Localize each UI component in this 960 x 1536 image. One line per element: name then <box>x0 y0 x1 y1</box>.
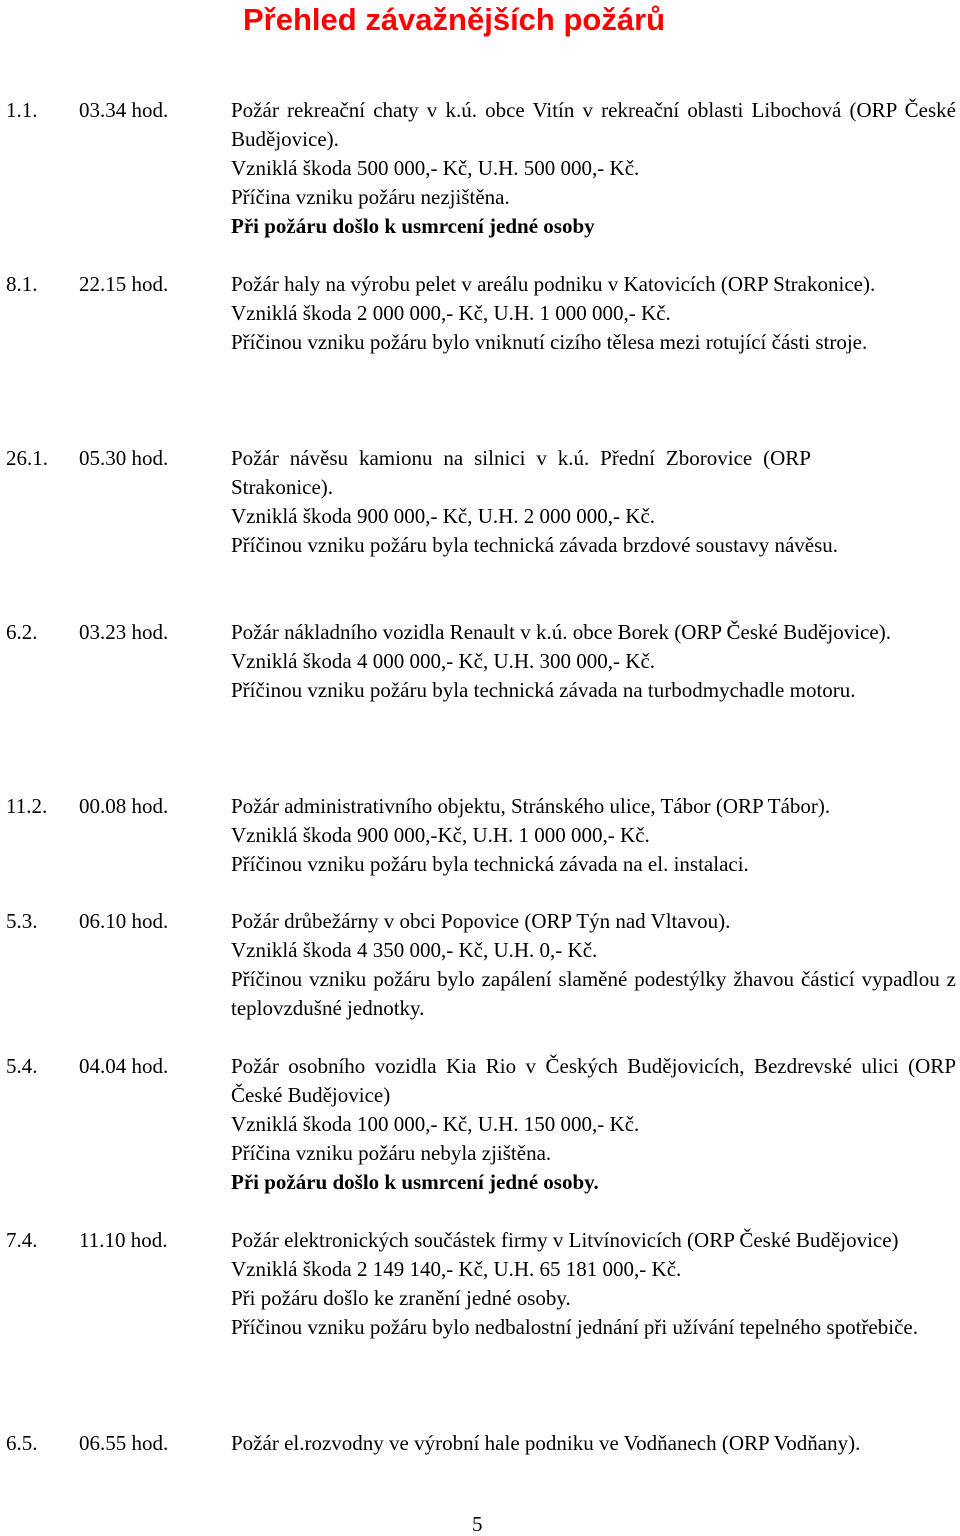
entry-body <box>231 1052 956 1197</box>
entry-date: 26.1. <box>6 446 48 470</box>
entry-time: 05.30 hod. <box>79 446 169 470</box>
entry-description: Požár el.rozvodny ve výrobní hale podniku ve Vodňanech (ORP Vodňany). <box>231 1431 861 1455</box>
entry-injury: Při požáru došlo ke zranění jedné osoby. <box>231 1286 571 1310</box>
entry-body <box>231 907 956 1023</box>
entry-body <box>231 270 956 357</box>
entry-cause: Příčinou vzniku požáru bylo vniknutí cizího tělesa mezi rotující části stroje. <box>231 330 868 354</box>
entry-time: 03.23 hod. <box>79 620 169 644</box>
entry-date: 6.5. <box>6 1431 38 1455</box>
entry-casualty: Při požáru došlo k usmrcení jedné osoby. <box>231 1170 599 1194</box>
entry-description: Požár elektronických součástek firmy v Litvínovicích (ORP České Budějovice) <box>231 1228 899 1252</box>
entry-damage: Vzniklá škoda 2 000 000,- Kč, U.H. 1 000 000,- Kč. <box>231 301 671 325</box>
entry-time: 04.04 hod. <box>79 1054 169 1078</box>
entry-description: Požár návěsu kamionu na silnici v k.ú. Přední Zborovice (ORP Strakonice). <box>231 446 811 499</box>
entry-date: 1.1. <box>6 98 38 122</box>
entry-damage: Vzniklá škoda 500 000,- Kč, U.H. 500 000,- Kč. <box>231 156 640 180</box>
entry-damage: Vzniklá škoda 4 000 000,- Kč, U.H. 300 000,- Kč. <box>231 649 656 673</box>
entry-cause: Příčinou vzniku požáru byla technická závada na turbodmychadle motoru. <box>231 678 856 702</box>
page-number: 5 <box>472 1512 483 1536</box>
entry-time: 11.10 hod. <box>79 1228 168 1252</box>
entry-date: 5.3. <box>6 909 38 933</box>
entry-cause: Příčinou vzniku požáru bylo nedbalostní jednání při užívání tepelného spotřebiče. <box>231 1315 918 1339</box>
page-title: Přehled závažnějších požárů <box>243 2 666 37</box>
entry-date: 6.2. <box>6 620 38 644</box>
entry-description: Požár rekreační chaty v k.ú. obce Vitín v rekreační oblasti Libochová (ORP České Budějovice). <box>231 98 956 151</box>
entry-description: Požár administrativního objektu, Stránského ulice, Tábor (ORP Tábor). <box>231 794 831 818</box>
entry-damage: Vzniklá škoda 4 350 000,- Kč, U.H. 0,- Kč. <box>231 938 598 962</box>
entry-time: 00.08 hod. <box>79 794 169 818</box>
entry-body <box>231 618 956 705</box>
entry-cause: Příčinou vzniku požáru bylo zapálení slaměné podestýlky žhavou částicí vypadlou z teplovzdušné jednotky. <box>231 967 956 1020</box>
entry-cause: Příčina vzniku požáru nebyla zjištěna. <box>231 1141 552 1165</box>
entry-cause: Příčinou vzniku požáru byla technická závada na el. instalaci. <box>231 852 749 876</box>
entry-time: 06.10 hod. <box>79 909 169 933</box>
entry-date: 11.2. <box>6 794 48 818</box>
entry-body <box>231 1226 956 1342</box>
entry-body <box>231 444 956 560</box>
entry-cause: Příčina vzniku požáru nezjištěna. <box>231 185 510 209</box>
entry-description: Požár haly na výrobu pelet v areálu podniku v Katovicích (ORP Strakonice). <box>231 272 876 296</box>
entry-damage: Vzniklá škoda 2 149 140,- Kč, U.H. 65 181 000,- Kč. <box>231 1257 682 1281</box>
entry-time: 22.15 hod. <box>79 272 169 296</box>
entry-date: 7.4. <box>6 1228 38 1252</box>
entry-cause: Příčinou vzniku požáru byla technická závada brzdové soustavy návěsu. <box>231 533 839 557</box>
entry-time: 03.34 hod. <box>79 98 169 122</box>
entry-damage: Vzniklá škoda 900 000,-Kč, U.H. 1 000 000,- Kč. <box>231 823 650 847</box>
entry-body <box>231 792 956 879</box>
entry-damage: Vzniklá škoda 100 000,- Kč, U.H. 150 000,- Kč. <box>231 1112 640 1136</box>
entry-date: 8.1. <box>6 272 38 296</box>
entry-description: Požár nákladního vozidla Renault v k.ú. obce Borek (ORP České Budějovice). <box>231 620 891 644</box>
entry-body <box>231 1429 956 1458</box>
entry-description: Požár osobního vozidla Kia Rio v Českých Budějovicích, Bezdrevské ulici (ORP České Budějovice) <box>231 1054 956 1107</box>
entry-time: 06.55 hod. <box>79 1431 169 1455</box>
entry-date: 5.4. <box>6 1054 38 1078</box>
entry-damage: Vzniklá škoda 900 000,- Kč, U.H. 2 000 000,- Kč. <box>231 504 656 528</box>
entry-description: Požár drůbežárny v obci Popovice (ORP Týn nad Vltavou). <box>231 909 731 933</box>
entry-casualty: Při požáru došlo k usmrcení jedné osoby <box>231 214 595 238</box>
entry-body <box>231 96 956 241</box>
